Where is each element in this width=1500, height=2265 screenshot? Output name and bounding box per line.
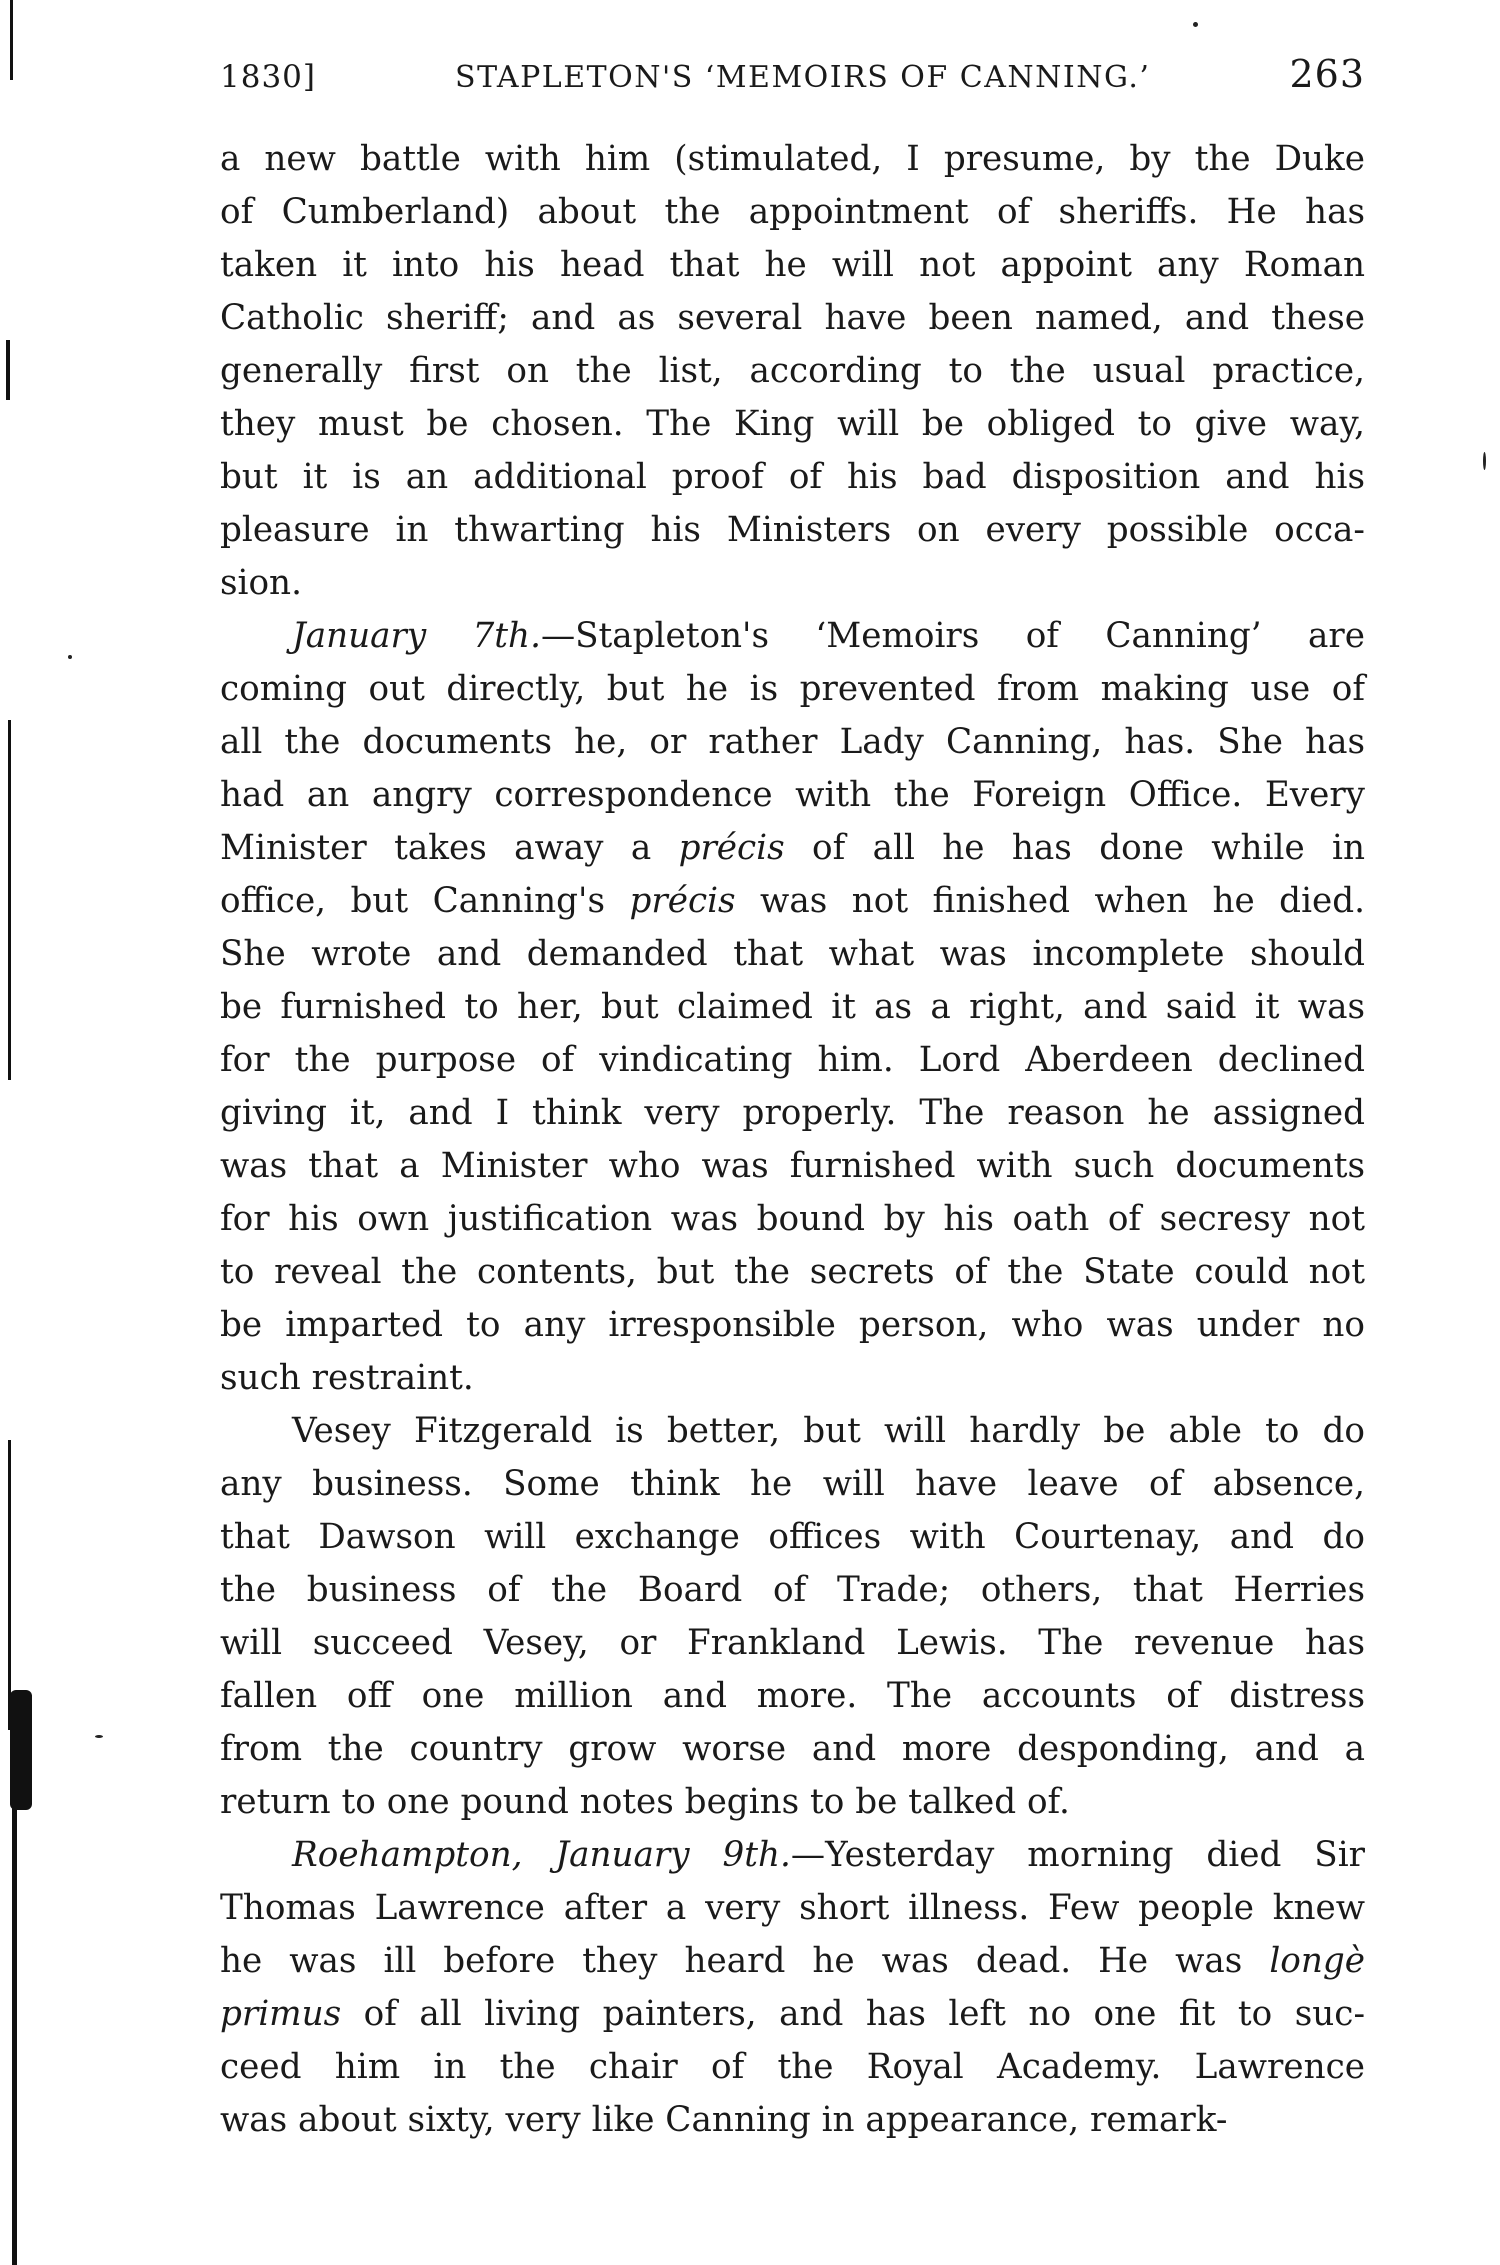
running-header — [220, 52, 1365, 112]
scan-speck — [1483, 452, 1486, 470]
text-line — [220, 1988, 1365, 2041]
text-segment: Vesey Fitzgerald is better, but will hardly be able to do — [292, 1411, 1365, 1451]
text-segment: generally first on the list, according to the usual practice, — [220, 351, 1365, 391]
text-segment: of all he has done while in — [784, 828, 1365, 868]
scan-edge-mark — [6, 340, 10, 400]
text-segment: fallen off one million and more. The accounts of distress — [220, 1676, 1365, 1716]
text-segment: any business. Some think he will have leave of absence, — [220, 1464, 1365, 1504]
running-title: STAPLETON'S ‘MEMOIRS OF CANNING.’ — [455, 60, 1151, 95]
text-line — [220, 928, 1365, 981]
text-line — [220, 1246, 1365, 1299]
text-segment: was that a Minister who was furnished with such documents — [220, 1146, 1365, 1186]
text-line — [220, 1776, 1365, 1829]
text-line — [220, 875, 1365, 928]
text-line — [220, 1193, 1365, 1246]
text-segment: She wrote and demanded that what was incomplete should — [220, 934, 1365, 974]
text-segment: of all living painters, and has left no one fit to suc- — [341, 1994, 1365, 2034]
italic-text: précis — [629, 881, 736, 921]
text-segment: pleasure in thwarting his Ministers on every possible occa- — [220, 510, 1365, 550]
text-segment: to reveal the contents, but the secrets of the State could not — [220, 1252, 1365, 1292]
text-line — [220, 1935, 1365, 1988]
text-segment: Minister takes away a — [220, 828, 679, 868]
text-line — [220, 716, 1365, 769]
scan-speck — [1193, 22, 1198, 27]
scan-speck — [95, 1735, 103, 1738]
text-segment: for his own justification was bound by his oath of secresy not — [220, 1199, 1365, 1239]
text-line — [220, 1299, 1365, 1352]
text-segment: he was ill before they heard he was dead. He was — [220, 1941, 1270, 1981]
page-number: 263 — [1289, 52, 1365, 96]
text-segment: such restraint. — [220, 1358, 474, 1398]
text-line — [220, 663, 1365, 716]
scan-edge-mark — [12, 1800, 17, 2265]
text-segment: Catholic sheriff; and as several have been named, and these — [220, 298, 1365, 338]
text-line — [220, 186, 1365, 239]
italic-text: Roehampton, January 9th. — [292, 1835, 791, 1875]
text-line — [220, 1829, 1365, 1882]
paragraph — [220, 133, 1365, 610]
text-line — [220, 133, 1365, 186]
italic-text: primus — [220, 1994, 342, 2034]
text-segment: Thomas Lawrence after a very short illness. Few people knew — [220, 1888, 1365, 1928]
text-line — [220, 292, 1365, 345]
text-segment: but it is an additional proof of his bad disposition and his — [220, 457, 1365, 497]
text-segment: ceed him in the chair of the Royal Academy. Lawrence — [220, 2047, 1365, 2087]
text-segment: —Yesterday morning died Sir — [790, 1835, 1365, 1875]
text-segment: had an angry correspondence with the Foreign Office. Every — [220, 775, 1365, 815]
text-segment: giving it, and I think very properly. The reason he assigned — [220, 1093, 1365, 1133]
text-segment: office, but Canning's — [220, 881, 630, 921]
header-year: 1830] — [220, 59, 316, 95]
scan-edge-mark — [10, 0, 13, 80]
text-line — [220, 610, 1365, 663]
text-line — [220, 2094, 1365, 2147]
scan-edge-mark — [10, 1690, 32, 1810]
text-line — [220, 769, 1365, 822]
paragraph — [220, 1405, 1365, 1829]
italic-text: longè — [1269, 1941, 1365, 1981]
text-segment: was about sixty, very like Canning in appearance, remark- — [220, 2100, 1228, 2140]
text-segment: taken it into his head that he will not appoint any Roman — [220, 245, 1365, 285]
text-segment: a new battle with him (stimulated, I presume, by the Duke — [220, 139, 1365, 179]
text-line — [220, 1140, 1365, 1193]
text-line — [220, 345, 1365, 398]
text-line — [220, 1458, 1365, 1511]
text-segment: from the country grow worse and more desponding, and a — [220, 1729, 1365, 1769]
text-line — [220, 1405, 1365, 1458]
text-segment: of Cumberland) about the appointment of sheriffs. He has — [220, 192, 1365, 232]
text-line — [220, 504, 1365, 557]
text-segment: coming out directly, but he is prevented from making use of — [220, 669, 1365, 709]
text-segment: that Dawson will exchange offices with Courtenay, and do — [220, 1517, 1365, 1557]
paragraph — [220, 610, 1365, 1405]
text-line — [220, 557, 1365, 610]
text-line — [220, 1087, 1365, 1140]
text-segment: sion. — [220, 563, 302, 603]
text-segment: be imparted to any irresponsible person, who was under no — [220, 1305, 1365, 1345]
text-line — [220, 398, 1365, 451]
text-segment: will succeed Vesey, or Frankland Lewis. The revenue has — [220, 1623, 1365, 1663]
text-line — [220, 1564, 1365, 1617]
italic-text: January 7th. — [292, 616, 541, 656]
text-line — [220, 1617, 1365, 1670]
text-line — [220, 1882, 1365, 1935]
scan-edge-mark — [8, 1440, 11, 1730]
text-line — [220, 1034, 1365, 1087]
scan-edge-mark — [8, 720, 11, 1080]
text-line — [220, 1511, 1365, 1564]
text-segment: return to one pound notes begins to be talked of. — [220, 1782, 1070, 1822]
italic-text: précis — [678, 828, 785, 868]
text-segment: be furnished to her, but claimed it as a right, and said it was — [220, 987, 1365, 1027]
text-line — [220, 239, 1365, 292]
text-segment: all the documents he, or rather Lady Canning, has. She has — [220, 722, 1365, 762]
text-line — [220, 1723, 1365, 1776]
text-segment: —Stapleton's ‘Memoirs of Canning’ are — [540, 616, 1365, 656]
body-text — [220, 133, 1365, 2147]
text-line — [220, 1670, 1365, 1723]
paragraph — [220, 1829, 1365, 2147]
text-line — [220, 2041, 1365, 2094]
text-segment: they must be chosen. The King will be obliged to give way, — [220, 404, 1365, 444]
text-line — [220, 451, 1365, 504]
text-segment: for the purpose of vindicating him. Lord Aberdeen declined — [220, 1040, 1365, 1080]
text-line — [220, 1352, 1365, 1405]
text-segment: was not finished when he died. — [735, 881, 1365, 921]
text-segment: the business of the Board of Trade; others, that Herries — [220, 1570, 1365, 1610]
text-line — [220, 981, 1365, 1034]
text-line — [220, 822, 1365, 875]
scan-speck — [68, 655, 72, 659]
